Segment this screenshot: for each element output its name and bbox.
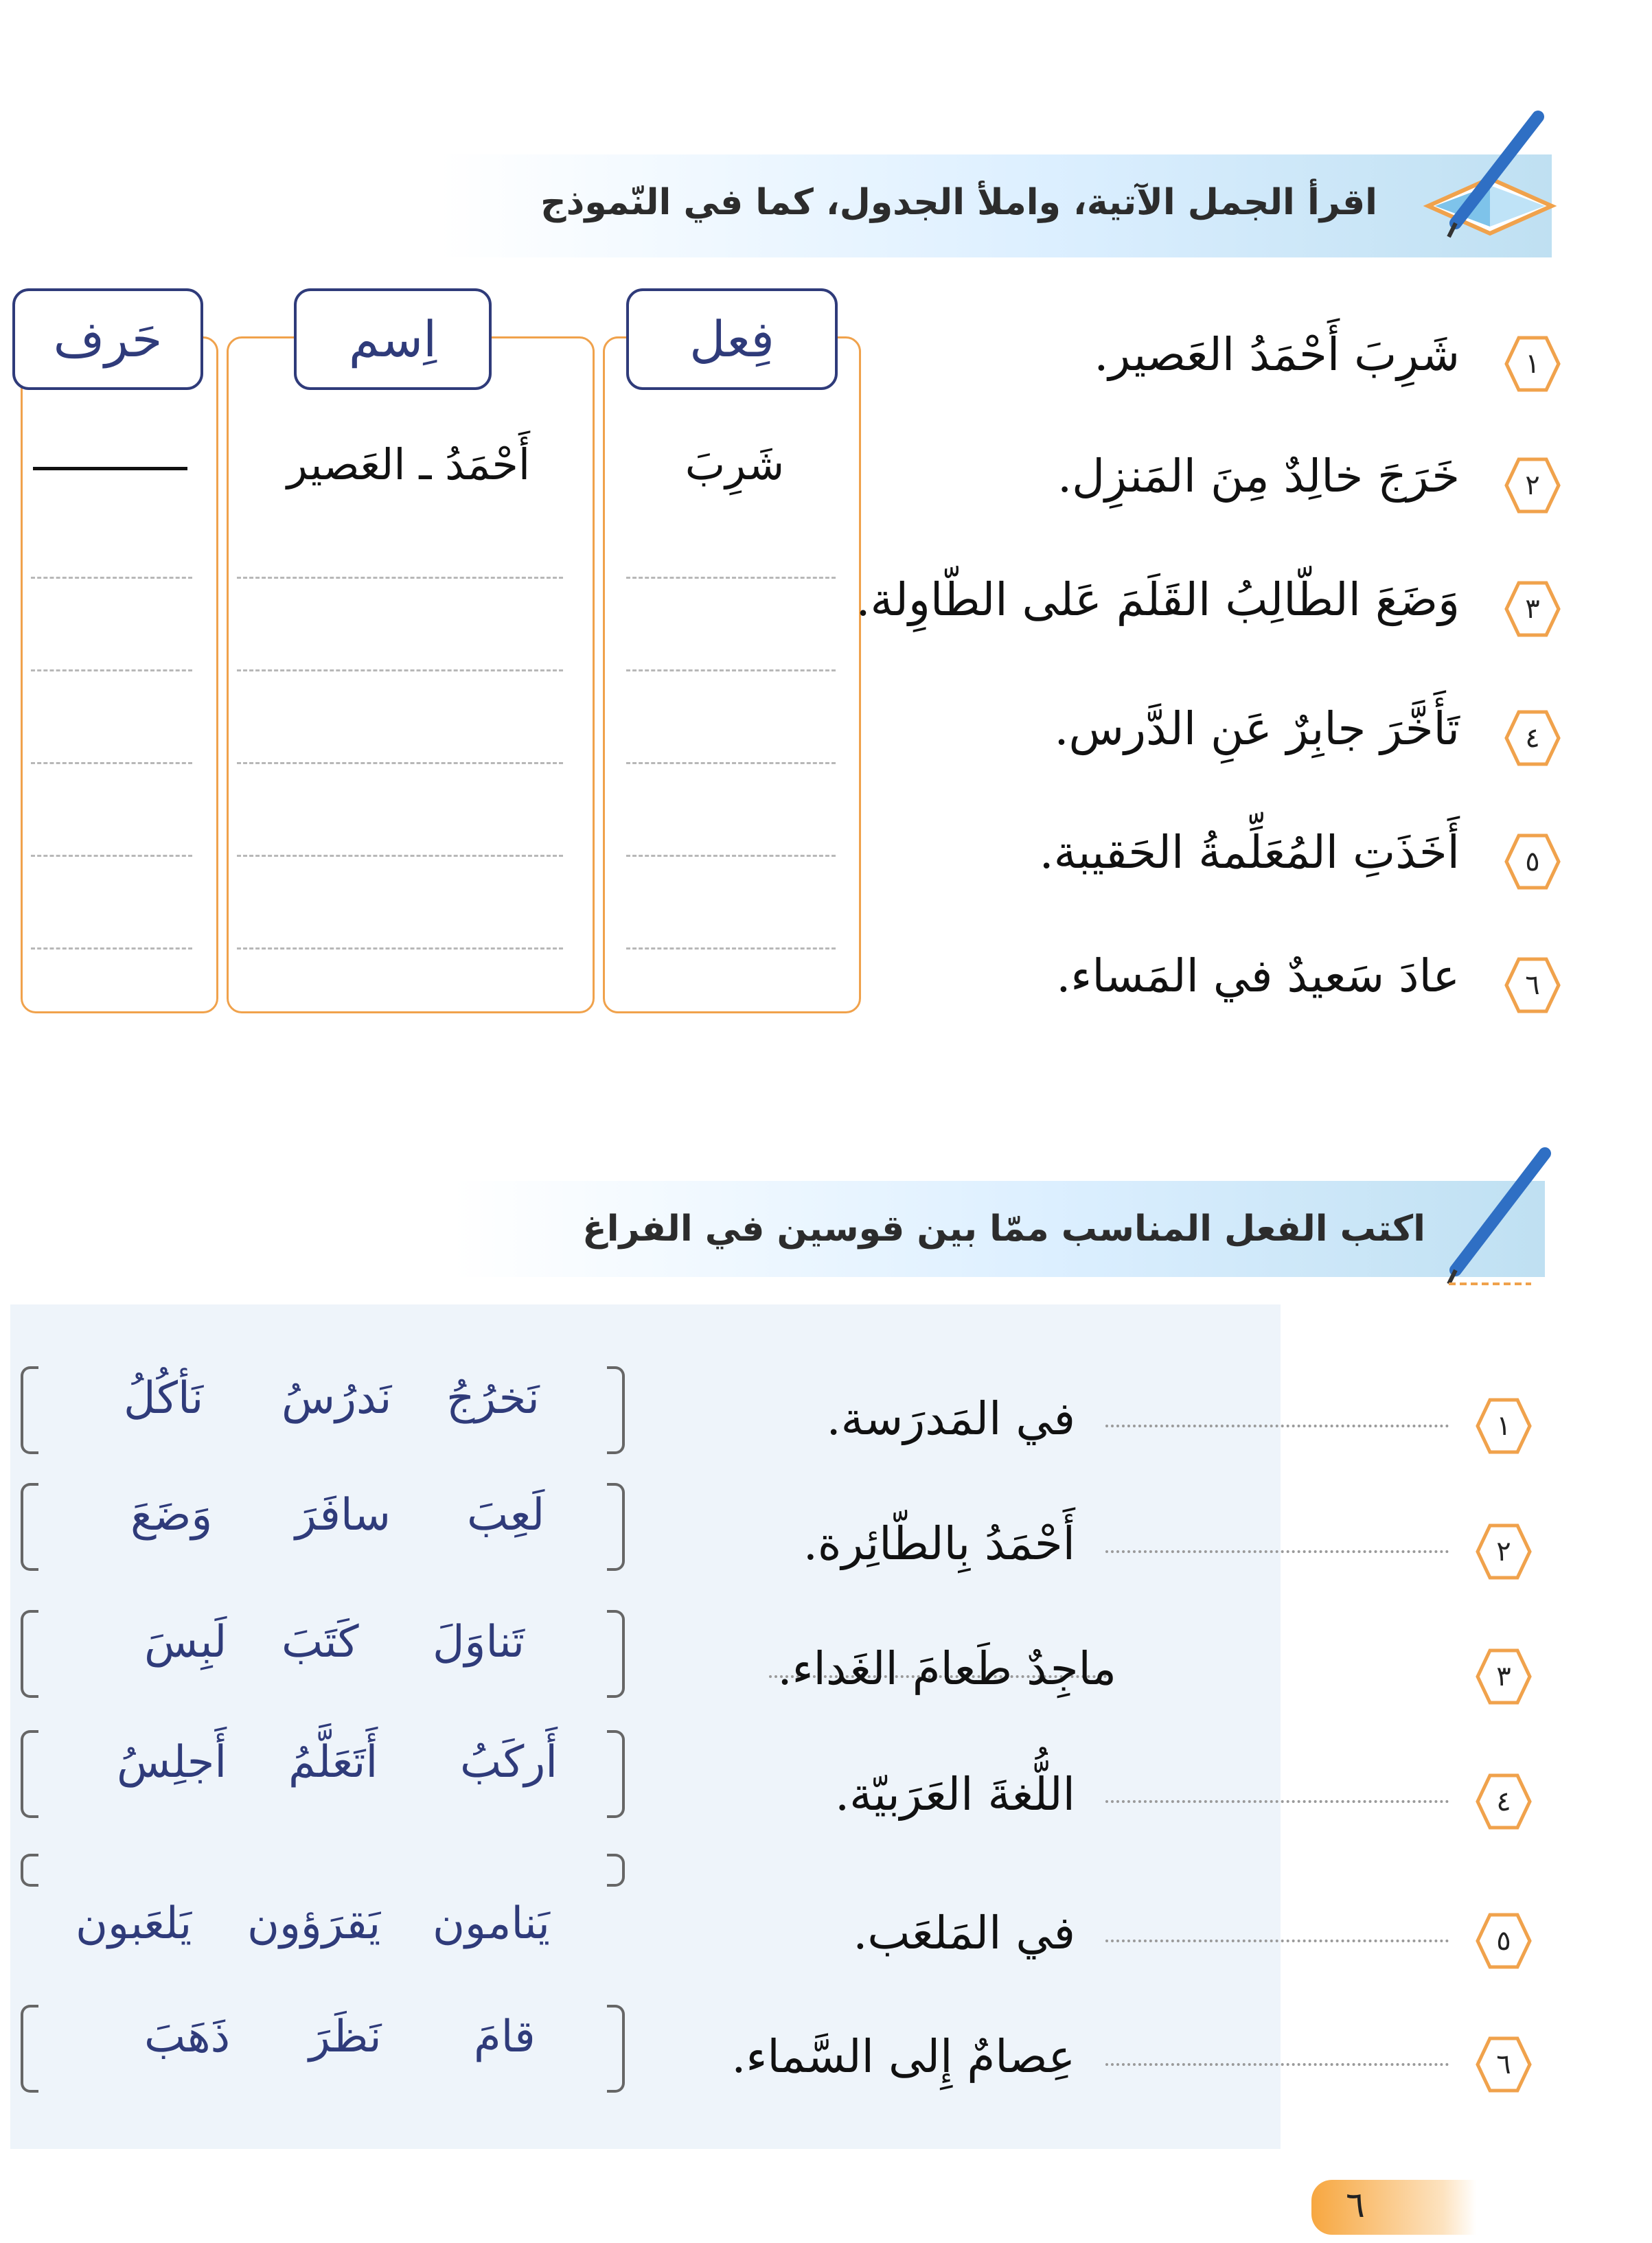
- choice-option[interactable]: يَنامون: [433, 1898, 550, 1949]
- choice-option[interactable]: نَظَرَ: [309, 2012, 382, 2062]
- choice-bracket: [21, 1610, 625, 1692]
- answer-line[interactable]: [237, 855, 563, 857]
- choice-bracket: [21, 1730, 625, 1813]
- fill-blank[interactable]: [1105, 1940, 1449, 1942]
- answer-line[interactable]: [237, 577, 563, 579]
- number-badge: ٣: [1475, 1648, 1533, 1705]
- sentence-6: عادَ سَعيدٌ في المَساء.: [1056, 950, 1460, 1002]
- answer-line[interactable]: [626, 669, 836, 671]
- choice-bracket: [21, 2005, 625, 2087]
- number-badge: ٦: [1504, 956, 1561, 1014]
- answer-line[interactable]: [31, 855, 192, 857]
- choice-option[interactable]: سافَرَ: [295, 1490, 391, 1541]
- book-pen-icon: [1414, 103, 1565, 254]
- choice-option[interactable]: يَقرَؤون: [247, 1898, 381, 1949]
- section1-title: اقرأ الجمل الآتية، واملأ الجدول، كما في النّموذج: [540, 182, 1377, 223]
- choice-option[interactable]: أَتَعَلَّمُ: [288, 1737, 378, 1788]
- exercise-sentence-6: عِصامٌ إِلى السَّماء.: [731, 2030, 1075, 2083]
- example-verb: شَرِبَ: [685, 439, 785, 490]
- number-badge: ٥: [1475, 1912, 1533, 1970]
- choice-bracket: [21, 1483, 625, 1565]
- section2-title: اكتب الفعل المناسب ممّا بين قوسين في الفراغ: [582, 1208, 1425, 1250]
- page-number: ٦: [1346, 2185, 1365, 2226]
- example-letter-line: [33, 467, 187, 470]
- answer-line[interactable]: [626, 947, 836, 950]
- number-badge: ٤: [1504, 709, 1561, 767]
- choice-bracket: [21, 1854, 625, 1991]
- choice-option[interactable]: لَعِبَ: [467, 1490, 545, 1541]
- sentence-1: شَرِبَ أَحْمَدُ العَصير.: [1094, 328, 1460, 381]
- number-badge: ٢: [1504, 457, 1561, 514]
- exercise-sentence-4: اللُّغةَ العَرَبيّة.: [835, 1768, 1075, 1821]
- sentence-3: وَضَعَ الطّالِبُ القَلَمَ عَلى الطّاوِلة.: [856, 573, 1460, 626]
- answer-line[interactable]: [237, 947, 563, 950]
- fill-blank[interactable]: [1105, 1550, 1449, 1553]
- number-badge: ٥: [1504, 833, 1561, 890]
- answer-line[interactable]: [626, 762, 836, 764]
- choice-bracket: [21, 1366, 625, 1449]
- noun-column-header: اِسم: [294, 288, 492, 390]
- choice-option[interactable]: نَأكُلُ: [124, 1373, 204, 1424]
- choice-option[interactable]: وَضَعَ: [130, 1490, 213, 1541]
- choice-option[interactable]: يَلعَبون: [76, 1898, 192, 1949]
- number-badge: ٤: [1475, 1773, 1533, 1830]
- choice-option[interactable]: قامَ: [474, 2012, 536, 2062]
- fill-blank[interactable]: [1105, 1800, 1449, 1803]
- choice-option[interactable]: تَناوَلَ: [433, 1617, 525, 1668]
- number-badge: ٦: [1475, 2036, 1533, 2093]
- pen-icon: [1428, 1140, 1565, 1291]
- choice-option[interactable]: نَخرُجُ: [446, 1373, 540, 1424]
- exercise-sentence-3: ماجِدٌ طَعامَ الغَداء.: [777, 1642, 1116, 1695]
- answer-line[interactable]: [626, 577, 836, 579]
- choice-option[interactable]: ذَهَبَ: [144, 2012, 231, 2062]
- answer-line[interactable]: [626, 855, 836, 857]
- number-badge: ١: [1475, 1397, 1533, 1455]
- noun-column-box: [227, 336, 595, 1013]
- sentence-2: خَرَجَ خالِدٌ مِنَ المَنزِل.: [1057, 450, 1460, 503]
- exercise-sentence-2: أَحْمَدُ بِالطّائِرة.: [803, 1517, 1075, 1570]
- letter-column-box: [21, 336, 218, 1013]
- number-badge: ٢: [1475, 1523, 1533, 1580]
- answer-line[interactable]: [31, 762, 192, 764]
- answer-line[interactable]: [237, 762, 563, 764]
- choice-option[interactable]: نَدرُسُ: [282, 1373, 392, 1424]
- letter-column-header: حَرف: [12, 288, 203, 390]
- verb-column-header: فِعل: [626, 288, 838, 390]
- sentence-5: أَخَذَتِ المُعَلِّمةُ الحَقيبة.: [1039, 826, 1460, 879]
- choice-option[interactable]: أَجلِسُ: [117, 1737, 227, 1788]
- choice-option[interactable]: كَتَبَ: [282, 1617, 359, 1668]
- answer-line[interactable]: [237, 669, 563, 671]
- exercise-sentence-5: في المَلعَب.: [853, 1907, 1075, 1959]
- verb-column-box: [603, 336, 861, 1013]
- number-badge: ٣: [1504, 580, 1561, 638]
- fill-blank[interactable]: [1105, 2063, 1449, 2066]
- exercise-sentence-1: في المَدرَسة.: [826, 1392, 1075, 1445]
- answer-line[interactable]: [31, 577, 192, 579]
- answer-line[interactable]: [31, 947, 192, 950]
- page-number-tab: [1311, 2180, 1476, 2235]
- example-noun: أَحْمَدُ ـ العَصير: [286, 439, 531, 490]
- choice-option[interactable]: لَبِسَ: [144, 1617, 227, 1668]
- answer-line[interactable]: [31, 669, 192, 671]
- number-badge: ١: [1504, 335, 1561, 393]
- fill-blank[interactable]: [1105, 1425, 1449, 1427]
- sentence-4: تَأَخَّرَ جابِرٌ عَنِ الدَّرس.: [1054, 702, 1460, 755]
- choice-option[interactable]: أَركَبُ: [460, 1737, 558, 1788]
